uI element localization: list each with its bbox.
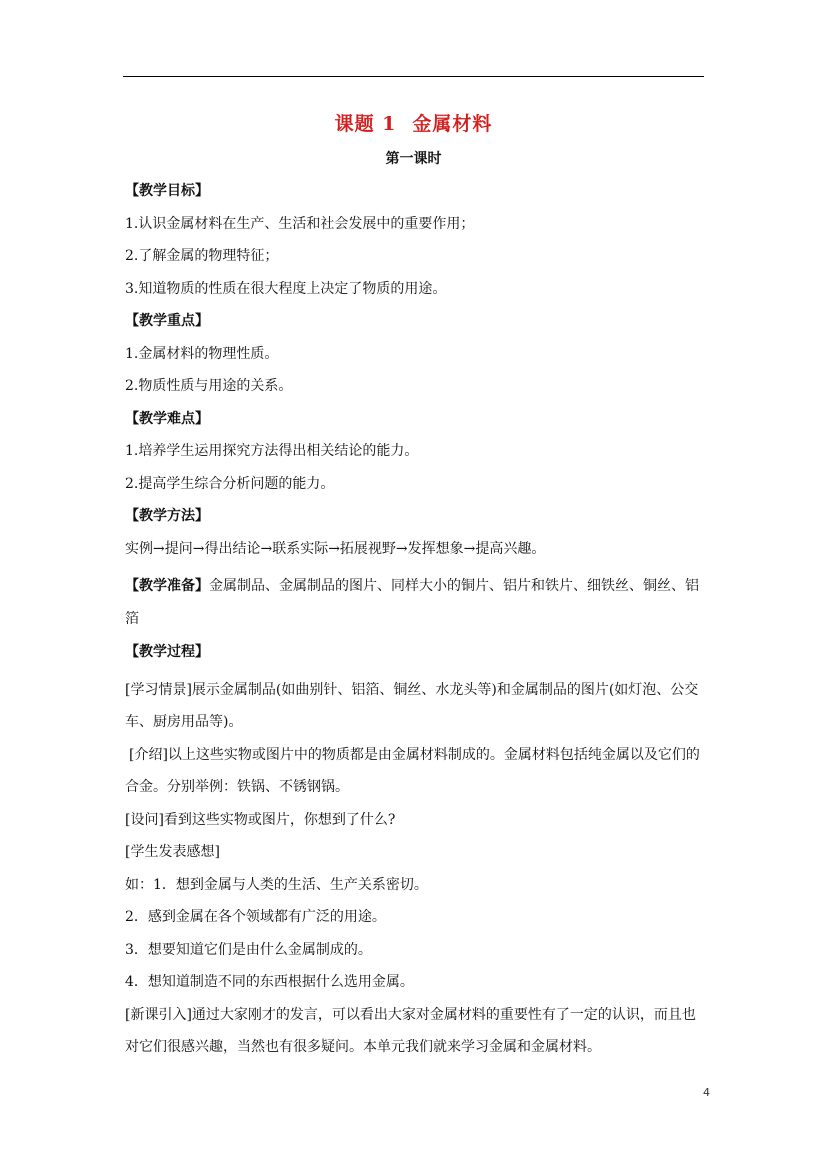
key-point-item: 1.金属材料的物理性质。	[125, 345, 279, 362]
difficulties-heading: 【教学难点】	[125, 410, 209, 427]
title-lesson-number: 课题 1	[334, 113, 397, 135]
process-paragraph: [设问]看到这些实物或图片，你想到了什么?	[125, 811, 396, 828]
page-subtitle: 第一课时	[385, 151, 442, 167]
process-heading: 【教学过程】	[125, 644, 209, 660]
objective-item: 2.了解金属的物理特征；	[125, 248, 279, 264]
process-paragraph: [新课引入]通过大家刚才的发言，可以看出大家对金属材料的重要性有了一定的认识，而且也对它们很感兴趣，当然也有很多疑问。本单元我们就来学习金属和金属材料。	[125, 1006, 696, 1055]
process-paragraph: 2．感到金属在各个领域都有广泛的用途。	[125, 909, 386, 925]
process-paragraph: 4．想知道制造不同的东西根据什么选用金属。	[125, 974, 414, 990]
process-paragraph: [学习情景]展示金属制品(如曲别针、铝箔、铜丝、水龙头等)和金属制品的图片(如灯泡、公交车、厨房用品等)。	[125, 681, 699, 730]
process-paragraph: 3．想要知道它们是由什么金属制成的。	[125, 941, 372, 958]
objective-item: 3.知道物质的性质在很大程度上决定了物质的用途。	[125, 280, 447, 297]
objective-item: 1.认识金属材料在生产、生活和社会发展中的重要作用；	[125, 215, 475, 232]
preparation-text: 金属制品、金属制品的图片、同样大小的铜片、铝片和铁片、细铁丝、铜丝、铝箔	[125, 578, 699, 627]
title-topic: 金属材料	[412, 113, 493, 135]
process-paragraph: [学生发表感想]	[125, 844, 220, 860]
difficulty-item: 2.提高学生综合分析问题的能力。	[125, 475, 335, 492]
header-rule	[123, 76, 704, 77]
document-body	[125, 180, 708, 1064]
difficulty-item: 1.培养学生运用探究方法得出相关结论的能力。	[125, 443, 419, 459]
process-paragraph: [介绍]以上这些实物或图片中的物质都是由金属材料制成的。金属材料包括纯金属以及它们的合金。分别举例：铁锅、不锈钢锅。	[125, 746, 700, 795]
preparation-paragraph	[125, 570, 708, 635]
key-point-item: 2.物质性质与用途的关系。	[125, 378, 293, 394]
page-title	[0, 111, 827, 137]
key-points-heading: 【教学重点】	[125, 313, 209, 329]
objectives-heading: 【教学目标】	[125, 183, 209, 199]
methods-text: 实例→提问→得出结论→联系实际→拓展视野→发挥想象→提高兴趣。	[125, 540, 546, 557]
page-number: 4	[703, 1086, 710, 1099]
methods-heading: 【教学方法】	[125, 508, 209, 524]
preparation-heading: 【教学准备】	[125, 578, 209, 594]
process-paragraph: 如：1．想到金属与人类的生活、生产关系密切。	[125, 876, 428, 893]
